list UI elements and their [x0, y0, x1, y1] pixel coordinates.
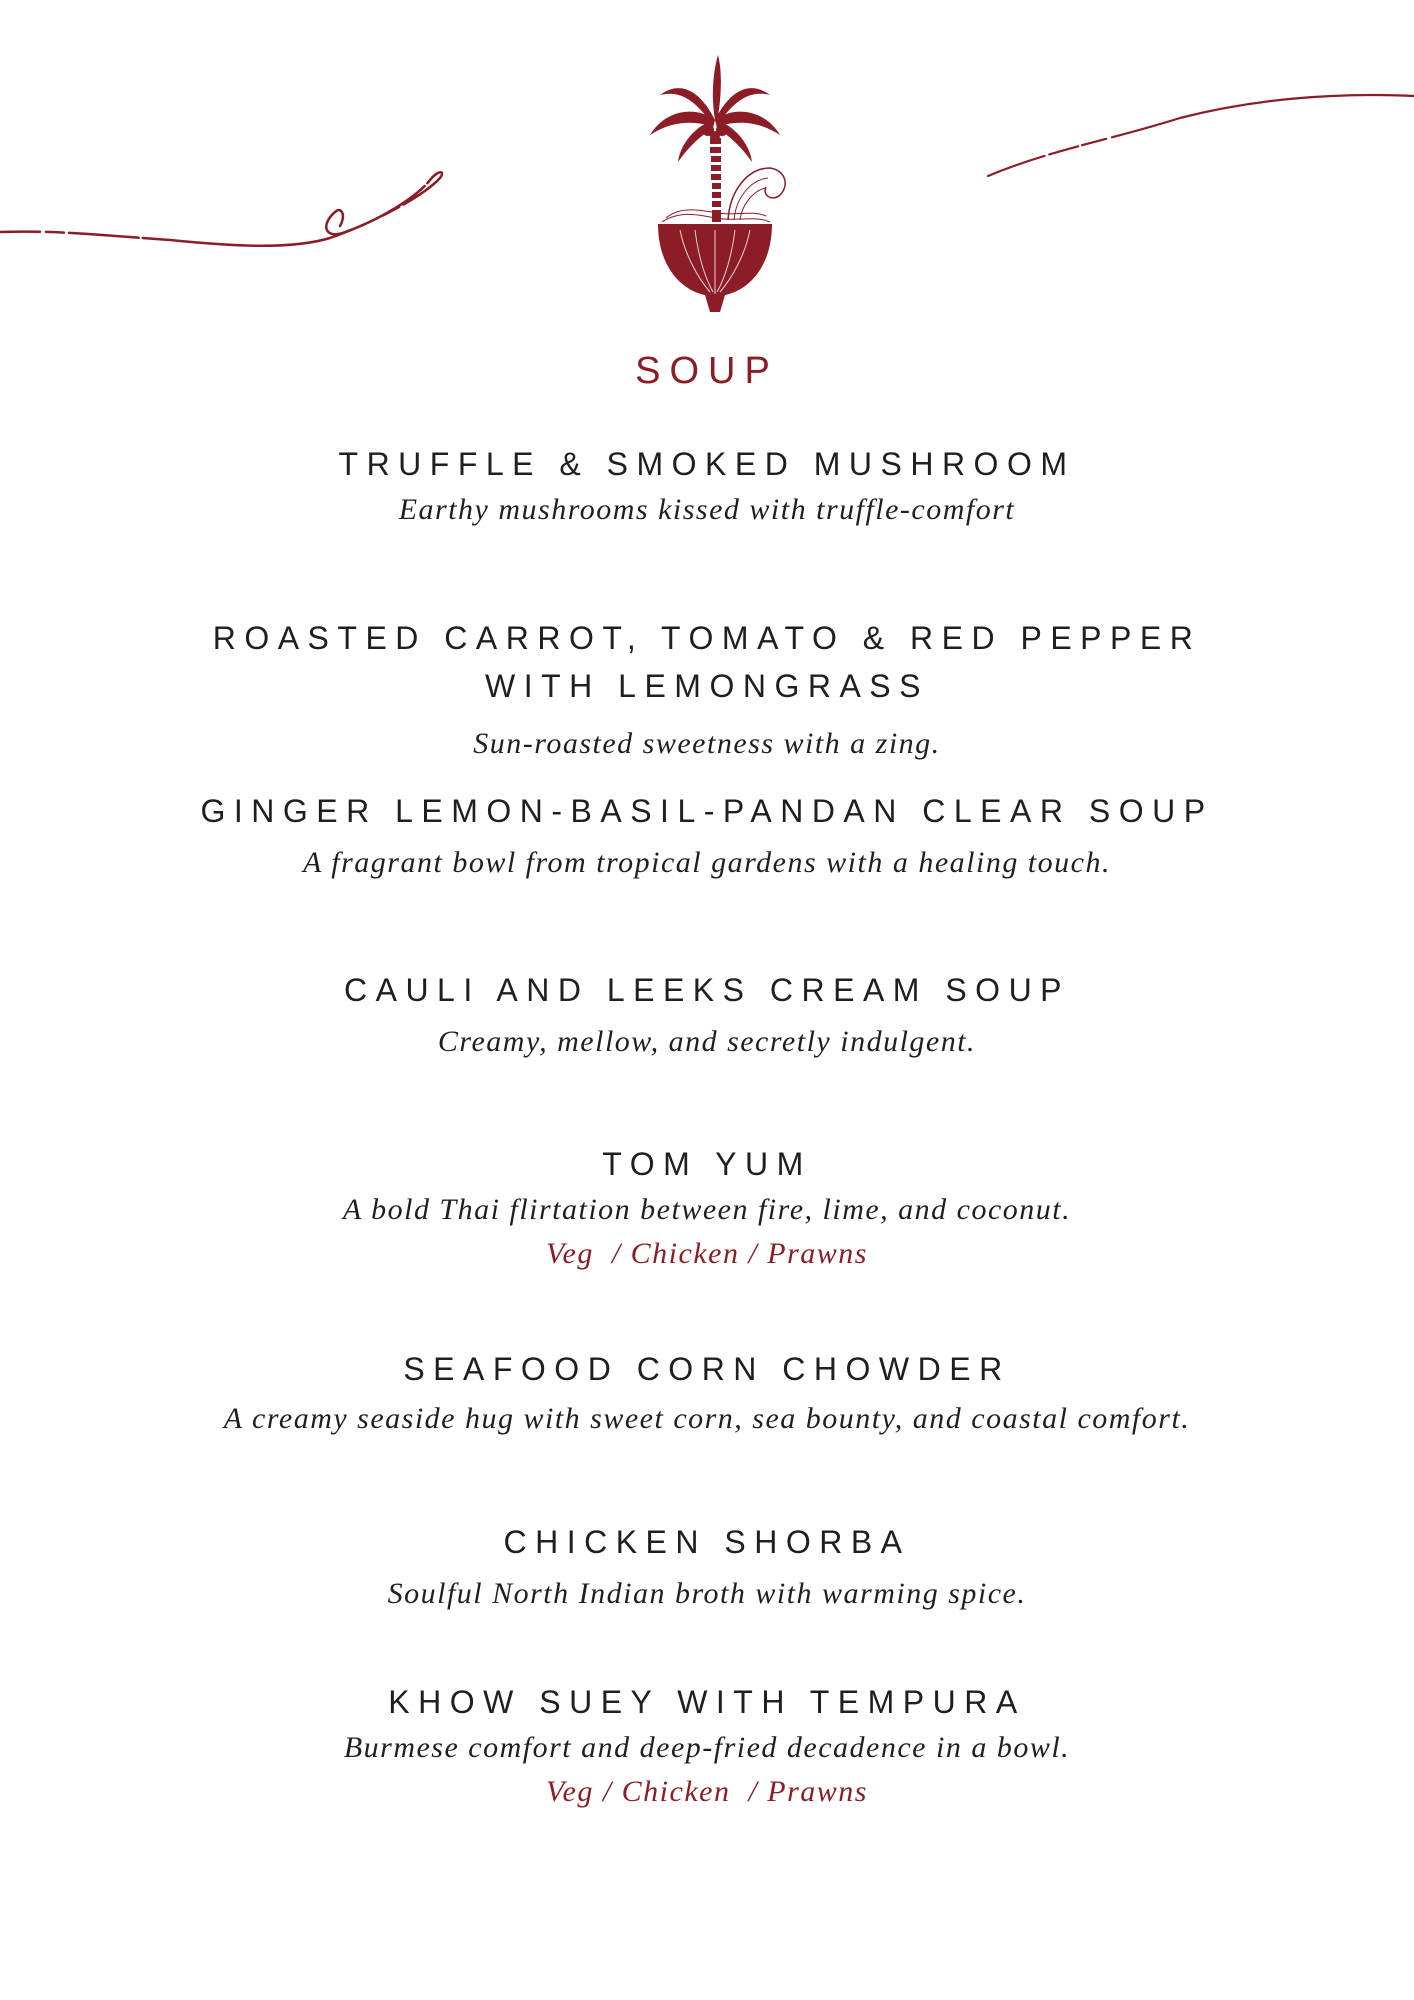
menu-item-description: Soulful North Indian broth with warming spice.: [387, 1577, 1027, 1610]
menu-item-name: ROASTED CARROT, TOMATO & RED PEPPER: [212, 620, 1202, 656]
menu-item-description: Earthy mushrooms kissed with truffle-comfort: [398, 493, 1016, 526]
menu-item-name: TRUFFLE & SMOKED MUSHROOM: [338, 446, 1076, 482]
menu-item-name: SEAFOOD CORN CHOWDER: [403, 1351, 1011, 1387]
menu-item: [0, 614, 1414, 766]
menu-item-name: GINGER LEMON-BASIL-PANDAN CLEAR SOUP: [200, 793, 1214, 829]
menu-item-name: CHICKEN SHORBA: [503, 1524, 911, 1560]
menu-item: [0, 966, 1414, 1064]
menu-item: [0, 1140, 1414, 1276]
menu-item: [0, 440, 1414, 532]
menu-item-description: A creamy seaside hug with sweet corn, sea bounty, and coastal comfort.: [223, 1402, 1191, 1435]
menu-item-options: Veg / Chicken / Prawns: [546, 1237, 868, 1270]
section-title: SOUP: [635, 350, 779, 392]
menu-item-description: A bold Thai flirtation between fire, lime, and coconut.: [342, 1193, 1072, 1226]
menu-item: [0, 1678, 1414, 1814]
menu-item: [0, 1518, 1414, 1616]
menu-item-name: KHOW SUEY WITH TEMPURA: [388, 1684, 1026, 1720]
menu-item-name: CAULI AND LEEKS CREAM SOUP: [343, 972, 1071, 1008]
menu-item: [0, 787, 1414, 885]
menu-item: [0, 1345, 1414, 1441]
menu-item-name-continued: WITH LEMONGRASS: [485, 668, 929, 704]
menu-item-options: Veg / Chicken / Prawns: [546, 1775, 868, 1808]
menu-item-description: Sun-roasted sweetness with a zing.: [473, 727, 941, 760]
menu-item-description: A fragrant bowl from tropical gardens with a healing touch.: [303, 846, 1111, 879]
menu-item-description: Burmese comfort and deep-fried decadence in a bowl.: [343, 1731, 1071, 1764]
menu-item-description: Creamy, mellow, and secretly indulgent.: [437, 1025, 977, 1058]
palm-tree-coconut-bowl-logo: [640, 50, 790, 320]
menu-item-name: TOM YUM: [602, 1146, 812, 1182]
